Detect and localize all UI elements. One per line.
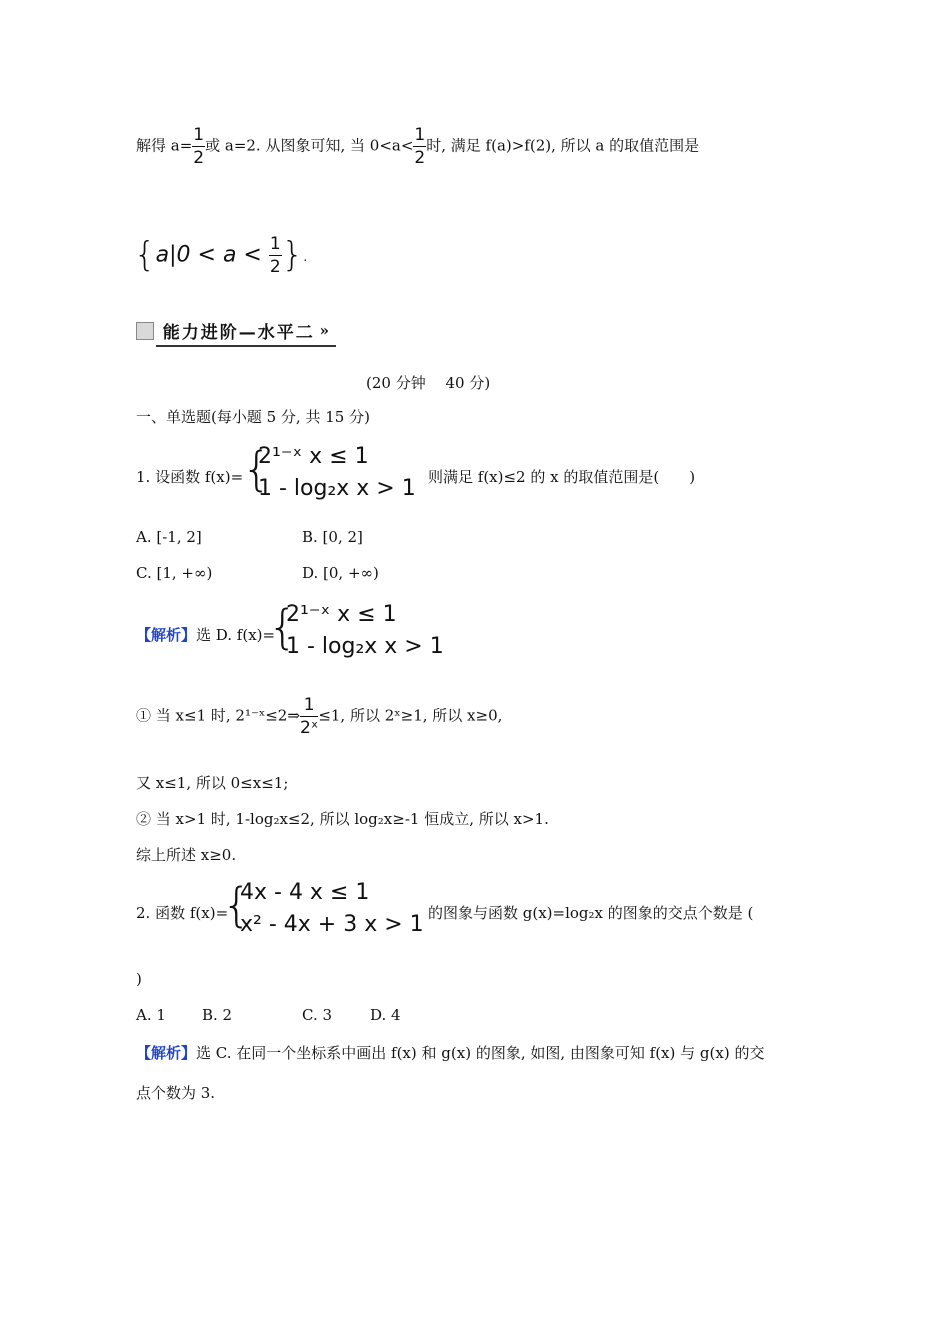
sol2-line-2: 点个数为 3. xyxy=(136,1084,216,1102)
intro-line xyxy=(136,124,699,169)
sol1-line-1: ① 当 x≤1 时, 2¹⁻ˣ≤2⇒ $\frac{1}{\text{2ˣ}}$ ≤1, 所以 2ˣ≥1, 所以 x≥0, xyxy=(136,695,503,738)
sol1-intro xyxy=(136,624,275,645)
sol1-line-2: 又 x≤1, 所以 0≤x≤1; xyxy=(136,774,289,792)
q2-option-d: D. 4 xyxy=(370,1006,401,1024)
section-title: 能力进阶—水平二 xyxy=(162,323,315,343)
set-condition: a|0 < a < xyxy=(155,242,262,268)
q2-option-b: B. 2 xyxy=(202,1006,233,1024)
q1-case-1: 2¹⁻ˣ x ≤ 1 xyxy=(258,444,369,469)
q2-close-paren: ) xyxy=(136,970,142,988)
sol2-line-1 xyxy=(136,1042,764,1063)
q1-prefix: 1. 设函数 f(x)= xyxy=(136,468,244,486)
lightbulb-icon xyxy=(136,322,154,340)
analysis-tag-2: 【解析】 xyxy=(136,1044,197,1062)
fraction-one-over-2x: $\frac{1}{\text{2ˣ}}$ xyxy=(299,695,319,738)
q2-option-a: A. 1 xyxy=(136,1006,166,1024)
q2-brace: { xyxy=(222,878,252,932)
fraction-half-2: $\frac{1}{2}$ xyxy=(414,125,426,168)
sol1-case-2: 1 - log₂x x > 1 xyxy=(286,634,444,659)
sol2-text: 选 C. 在同一个坐标系中画出 f(x) 和 g(x) 的图象, 如图, 由图象可知 f(x) 与 g(x) 的交 xyxy=(196,1044,765,1062)
time-info: (20 分钟 40 分) xyxy=(366,374,491,392)
q2-prefix: 2. 函数 f(x)= xyxy=(136,904,229,922)
analysis-tag: 【解析】 xyxy=(136,626,197,644)
q2-suffix: 的图象与函数 g(x)=log₂x 的图象的交点个数是 ( xyxy=(428,904,754,922)
part-heading: 一、单选题(每小题 5 分, 共 15 分) xyxy=(136,408,370,426)
q2-option-c: C. 3 xyxy=(302,1006,333,1024)
q1-brace: { xyxy=(242,442,272,496)
q1-option-d: D. [0, +∞) xyxy=(302,564,379,582)
sol1-brace: { xyxy=(268,600,298,654)
q2-case-1: 4x - 4 x ≤ 1 xyxy=(240,880,370,905)
intro-text-2: 或 a=2. 从图象可知, 当 0<a< xyxy=(205,136,414,155)
q1-option-a: A. [-1, 2] xyxy=(136,528,202,546)
section-underline xyxy=(156,345,336,347)
sol1-text: 选 D. f(x)= xyxy=(196,626,276,644)
q2-case-2: x² - 4x + 3 x > 1 xyxy=(240,912,424,937)
sol1-case-1: 2¹⁻ˣ x ≤ 1 xyxy=(286,602,397,627)
fraction-half: $\frac{1}{2}$ xyxy=(193,125,205,168)
intro-text-1: 解得 a= xyxy=(136,136,193,155)
sol1-line-4: 综上所述 x≥0. xyxy=(136,846,237,864)
q1-case-2: 1 - log₂x x > 1 xyxy=(258,476,416,501)
double-arrow-icon: » xyxy=(319,321,329,340)
intro-text-3: 时, 满足 f(a)>f(2), 所以 a 的取值范围是 xyxy=(426,136,700,155)
sol1-line-3: ② 当 x>1 时, 1-log₂x≤2, 所以 log₂x≥-1 恒成立, 所以 x>1. xyxy=(136,810,549,828)
q1-option-b: B. [0, 2] xyxy=(302,528,363,546)
q1-suffix: 则满足 f(x)≤2 的 x 的取值范围是( ) xyxy=(428,468,696,486)
q1-option-c: C. [1, +∞) xyxy=(136,564,213,582)
range-set-expression: {a|0 < a < $\frac{1}{2}$ }. xyxy=(134,233,308,277)
section-header xyxy=(136,318,341,347)
